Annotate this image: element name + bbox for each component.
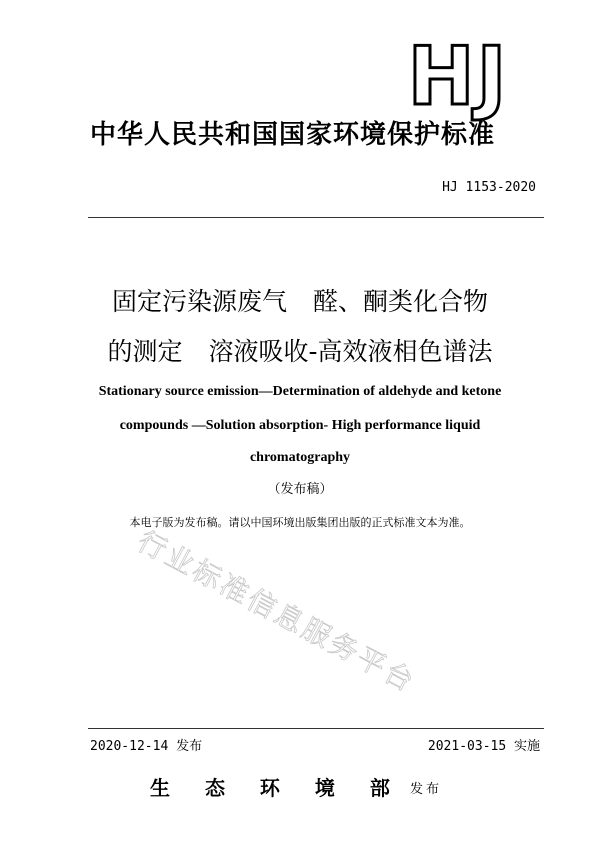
issuer-suffix: 发布	[410, 782, 443, 797]
standard-code: HJ 1153-2020	[442, 180, 536, 195]
title-cn-line2-part1: 的测定	[107, 337, 183, 366]
title-cn-line2-part2: 溶液吸收-高效液相色谱法	[208, 337, 493, 366]
draft-label: （发布稿）	[267, 482, 333, 497]
bottom-divider	[88, 728, 544, 729]
title-en-line3: chromatography	[249, 450, 351, 465]
standard-category-name: 中华人民共和国国家环境保护标准	[90, 120, 496, 150]
watermark-text: 行业标准信息服务平台	[132, 524, 422, 700]
title-en-line2: compounds —Solution absorption- High performance liquid	[119, 418, 481, 433]
title-cn-line1-part2: 醛、酮类化合物	[313, 287, 489, 316]
hj-logo	[398, 30, 518, 123]
hj-logo-text: HJ	[407, 30, 509, 123]
top-divider	[88, 217, 544, 218]
issuer-name: 生 态 环 境 部	[150, 776, 404, 800]
release-note: 本电子版为发布稿。请以中国环境出版集团出版的正式标准文本为准。	[129, 516, 471, 529]
title-en-line1: Stationary source emission—Determination of aldehyde and ketone	[98, 384, 502, 399]
title-cn-line2	[60, 336, 540, 368]
title-cn-line1	[60, 286, 540, 318]
implement-date: 2021-03-15 实施	[427, 739, 540, 754]
issue-date: 2020-12-14 发布	[90, 739, 203, 754]
title-cn-line1-part1: 固定污染源废气	[111, 287, 287, 316]
